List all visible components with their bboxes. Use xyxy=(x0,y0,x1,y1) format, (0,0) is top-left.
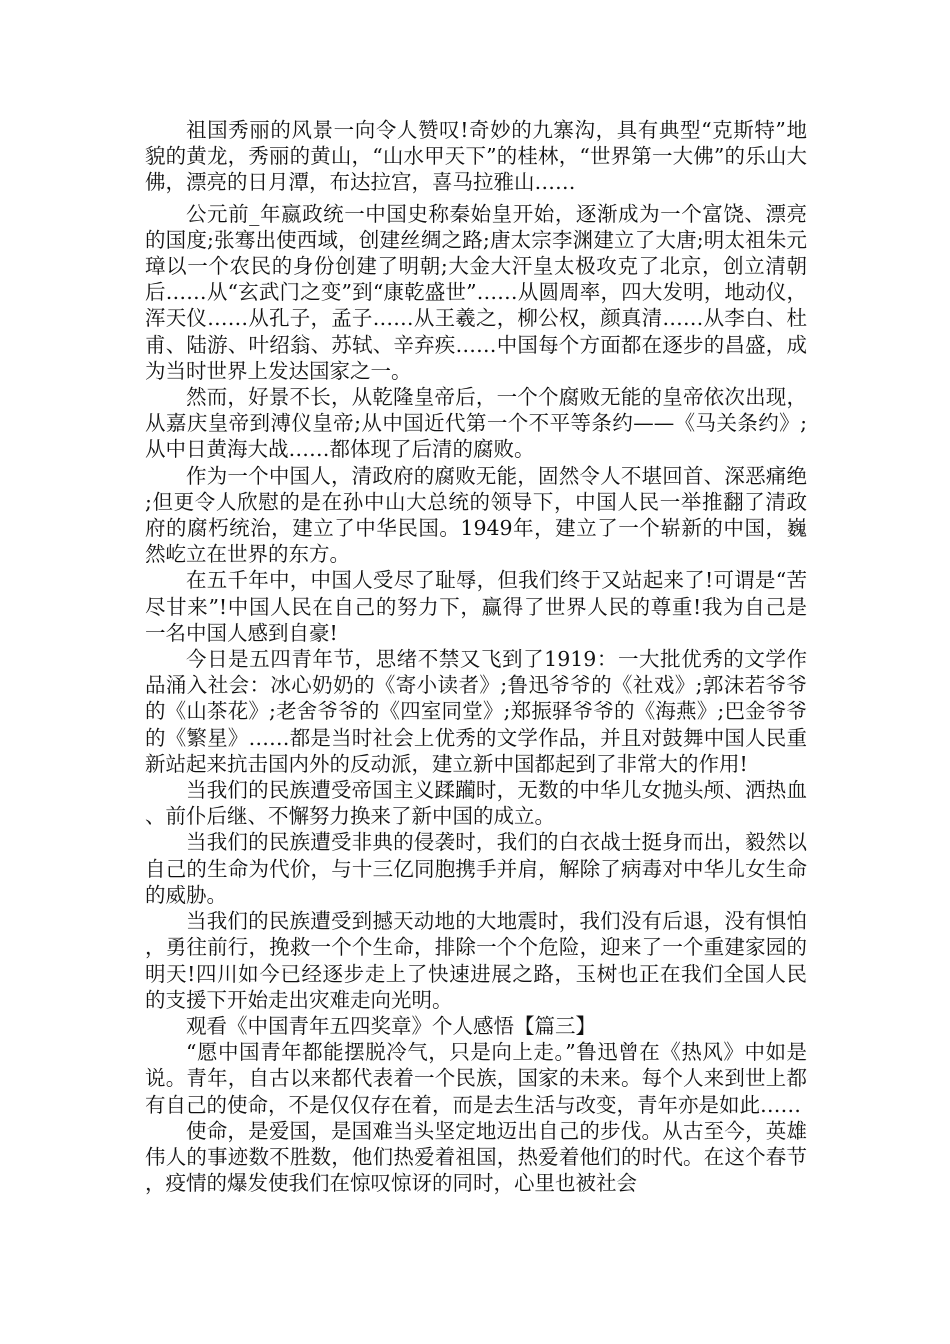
document-body xyxy=(145,117,807,1196)
paragraph-imperialism: 当我们的民族遭受帝国主义蹂躏时，无数的中华儿女抛头颅、洒热血、前仆后继、不懈努力换来了新中国的成立。 xyxy=(145,778,807,829)
paragraph-lu-xun-quote: “愿中国青年都能摆脱冷气，只是向上走。”鲁迅曾在《热风》中如是说。青年，自古以来都代表着一个民族，国家的未来。每个人来到世上都有自己的使命，不是仅仅存在着，而是去生活与改变，青年亦是如此…… xyxy=(145,1040,807,1117)
paragraph-qing-decline: 然而，好景不长，从乾隆皇帝后，一个个腐败无能的皇帝依次出现，从嘉庆皇帝到溥仪皇帝;从中国近代第一个不平等条约——《马关条约》;从中日黄海大战……都体现了后清的腐败。 xyxy=(145,385,807,462)
section-heading: 观看《中国青年五四奖章》个人感悟【篇三】 xyxy=(186,1013,596,1038)
paragraph-sars: 当我们的民族遭受非典的侵袭时，我们的白衣战士挺身而出，毅然以自己的生命为代价，与十三亿同胞携手并肩，解除了病毒对中华儿女生命的威胁。 xyxy=(145,830,807,907)
paragraph-republic: 作为一个中国人，清政府的腐败无能，固然令人不堪回首、深恶痛绝;但更令人欣慰的是在孙中山大总统的领导下，中国人民一举推翻了清政府的腐朽统治，建立了中华民国。1949年，建立了一个崭新的中国，巍然屹立在世界的东方。 xyxy=(145,463,807,567)
paragraph-history: 公元前_年嬴政统一中国史称秦始皇开始，逐渐成为一个富饶、漂亮的国度;张骞出使西域，创建丝绸之路;唐太宗李渊建立了大唐;明太祖朱元璋以一个农民的身份创建了明朝;大金大汗皇太极攻克了北京，创立清朝后……从“玄武门之变”到“康乾盛世”……从圆周率，四大发明，地动仪，浑天仪……从孔子，孟子……从王羲之，柳公权，颜真清……从李白、杜甫、陆游、叶绍翁、苏轼、辛弃疾……中国每个方面都在逐步的昌盛，成为当时世界上发达国家之一。 xyxy=(145,201,807,383)
paragraph-scenery: 祖国秀丽的风景一向令人赞叹!奇妙的九寨沟，具有典型“克斯特”地貌的黄龙，秀丽的黄山，“山水甲天下”的桂林，“世界第一大佛”的乐山大佛，漂亮的日月潭，布达拉宫，喜马拉雅山…… xyxy=(145,118,807,195)
paragraph-pride: 在五千年中，中国人受尽了耻辱，但我们终于又站起来了!可谓是“苦尽甘来”!中国人民在自己的努力下，赢得了世界人民的尊重!我为自己是一名中国人感到自豪! xyxy=(145,568,807,645)
paragraph-may-fourth: 今日是五四青年节，思绪不禁又飞到了1919：一大批优秀的文学作品涌入社会：冰心奶奶的《寄小读者》;鲁迅爷爷的《社戏》;郭沫若爷爷的《山茶花》;老舍爷爷的《四室同堂》;郑振驿爷爷的《海燕》;巴金爷爷的《繁星》……都是当时社会上优秀的文学作品，并且对鼓舞中国人民重新站起来抗击国内外的反动派，建立新中国都起到了非常大的作用! xyxy=(145,647,807,776)
paragraph-mission: 使命，是爱国，是国难当头坚定地迈出自己的步伐。从古至今，英雄伟人的事迹数不胜数，他们热爱着祖国，热爱着他们的时代。在这个春节，疫情的爆发使我们在惊叹惊讶的同时，心里也被社会 xyxy=(145,1118,807,1196)
paragraph-earthquake: 当我们的民族遭受到撼天动地的大地震时，我们没有后退，没有惧怕，勇往前行，挽救一个个生命，排除一个个危险，迎来了一个重建家园的明天!四川如今已经逐步走上了快速进展之路，玉树也正在我们全国人民的支援下开始走出灾难走向光明。 xyxy=(145,909,807,1012)
